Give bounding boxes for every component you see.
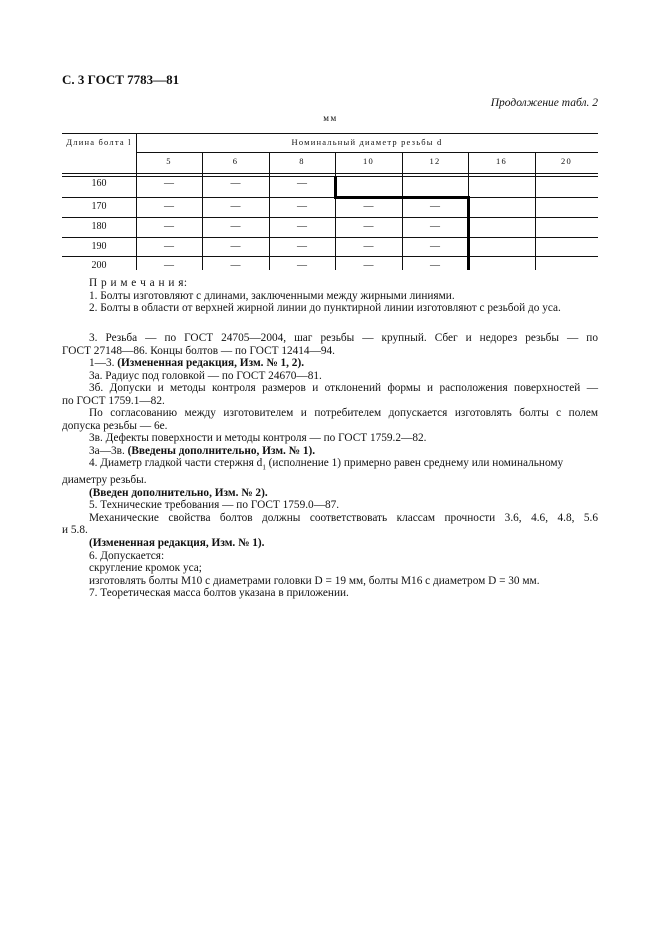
row-length: 180: [91, 221, 107, 232]
table-cell: —: [430, 260, 440, 271]
units-label: мм: [323, 113, 338, 123]
paragraph-line: и 5.8.: [62, 524, 88, 537]
table-cell: —: [430, 221, 440, 232]
table-cell: —: [230, 201, 241, 212]
table-line: [62, 217, 598, 218]
column-header: 20: [561, 156, 572, 166]
table-cell: —: [230, 260, 241, 271]
column-header: 8: [299, 156, 305, 166]
paragraph-line: Механические свойства болтов должны соответствовать классам прочности 3.6, 4.6, 4.8, 5.6: [89, 511, 598, 524]
table-line: [535, 152, 536, 270]
table-cell: —: [297, 241, 307, 252]
column-header: 10: [363, 156, 374, 166]
table-cell: —: [363, 221, 374, 232]
row-length: 170: [91, 201, 107, 212]
paragraph-line: 3б. Допуски и методы контроля размеров и отклонений формы и расположения поверхностей —: [89, 382, 598, 395]
paragraph-line: (Введен дополнительно, Изм. № 2).: [89, 486, 268, 499]
paragraph-line: скругление кромок уса;: [89, 562, 202, 575]
paragraph-line: 7. Теоретическая масса болтов указана в приложении.: [89, 587, 349, 600]
table-cell: —: [297, 260, 307, 271]
paragraph-line: по ГОСТ 1759.1—82.: [62, 394, 165, 407]
row-length: 190: [91, 241, 107, 252]
table-cell: —: [164, 178, 174, 189]
table-cell: —: [230, 221, 241, 232]
column-header: 6: [232, 156, 239, 166]
column-header: 5: [166, 156, 172, 166]
table-line: [62, 256, 598, 257]
table-cell: —: [230, 241, 241, 252]
table-cell: —: [230, 178, 241, 189]
paragraph-line: 3. Резьба — по ГОСТ 24705—2004, шаг резьбы — крупный. Сбег и недорез резьбы — по: [89, 332, 598, 344]
bold-boundary: [334, 196, 470, 199]
table-line: [62, 197, 598, 198]
table-cell: —: [164, 201, 174, 212]
table-line: [62, 173, 598, 174]
table-cell: —: [164, 241, 174, 252]
paragraph-line: диаметру резьбы.: [62, 474, 147, 487]
table-line: [136, 152, 598, 153]
row-header: Длина болта l: [66, 137, 132, 147]
paragraph-line: ГОСТ 27148—86. Концы болтов — по ГОСТ 12414—94.: [62, 344, 336, 357]
table-cell: —: [430, 241, 440, 252]
table-cell: —: [297, 178, 307, 189]
table-cell: —: [297, 201, 307, 212]
note-item: 2. Болты в области от верхней жирной линии до пунктирной линии изготовляют с резьбой до уса.: [89, 302, 561, 315]
table-continuation-label: Продолжение табл. 2: [490, 97, 598, 109]
notes: [62, 277, 598, 315]
table-line: [62, 237, 598, 238]
group-header: Номинальный диаметр резьбы d: [291, 137, 443, 147]
page-title: С. 3 ГОСТ 7783—81: [62, 72, 180, 87]
paragraph-line: 3а—3в. (Введены дополнительно, Изм. № 1).: [89, 444, 316, 457]
table-cell: —: [164, 260, 174, 271]
table-cell: —: [297, 221, 307, 232]
paragraph-line: 3а. Радиус под головкой — по ГОСТ 24670—81.: [89, 369, 322, 382]
table-cell: —: [164, 221, 174, 232]
notes-title: П р и м е ч а н и я:: [89, 277, 188, 289]
paragraph-line: 1—3. (Измененная редакция, Изм. № 1, 2).: [89, 357, 305, 370]
table-line: [62, 176, 598, 177]
paragraph-line: изготовлять болты М10 с диаметрами головки D = 19 мм, болты М16 с диаметром D = 30 мм.: [89, 574, 540, 587]
column-header: 12: [429, 156, 441, 166]
row-length: 200: [91, 260, 107, 271]
paragraph-line: допуска резьбы — 6е.: [62, 419, 168, 432]
body-text: [62, 332, 598, 600]
table-cell: —: [363, 201, 374, 212]
row-length: 160: [91, 178, 107, 189]
table-cell: —: [363, 260, 374, 271]
paragraph-line: 5. Технические требования — по ГОСТ 1759.0—87.: [89, 499, 340, 512]
note-item: 1. Болты изготовляют с длинами, заключенными между жирными линиями.: [89, 289, 455, 302]
table-cell: —: [363, 241, 374, 252]
paragraph-line: По согласованию между изготовителем и потребителем допускается изготовлять болты с полем: [89, 407, 598, 420]
paragraph-line: 6. Допускается:: [89, 549, 165, 562]
table-border: [62, 133, 598, 134]
column-header: 16: [496, 156, 507, 166]
table-cell: —: [430, 201, 440, 212]
paragraph-line: (Измененная редакция, Изм. № 1).: [89, 537, 265, 549]
paragraph-line: 4. Диаметр гладкой части стержня $d_1$ (исполнение 1) примерно равен среднему или номинальному: [89, 457, 564, 472]
paragraph-line: 3в. Дефекты поверхности и методы контроля — по ГОСТ 1759.2—82.: [89, 432, 427, 445]
